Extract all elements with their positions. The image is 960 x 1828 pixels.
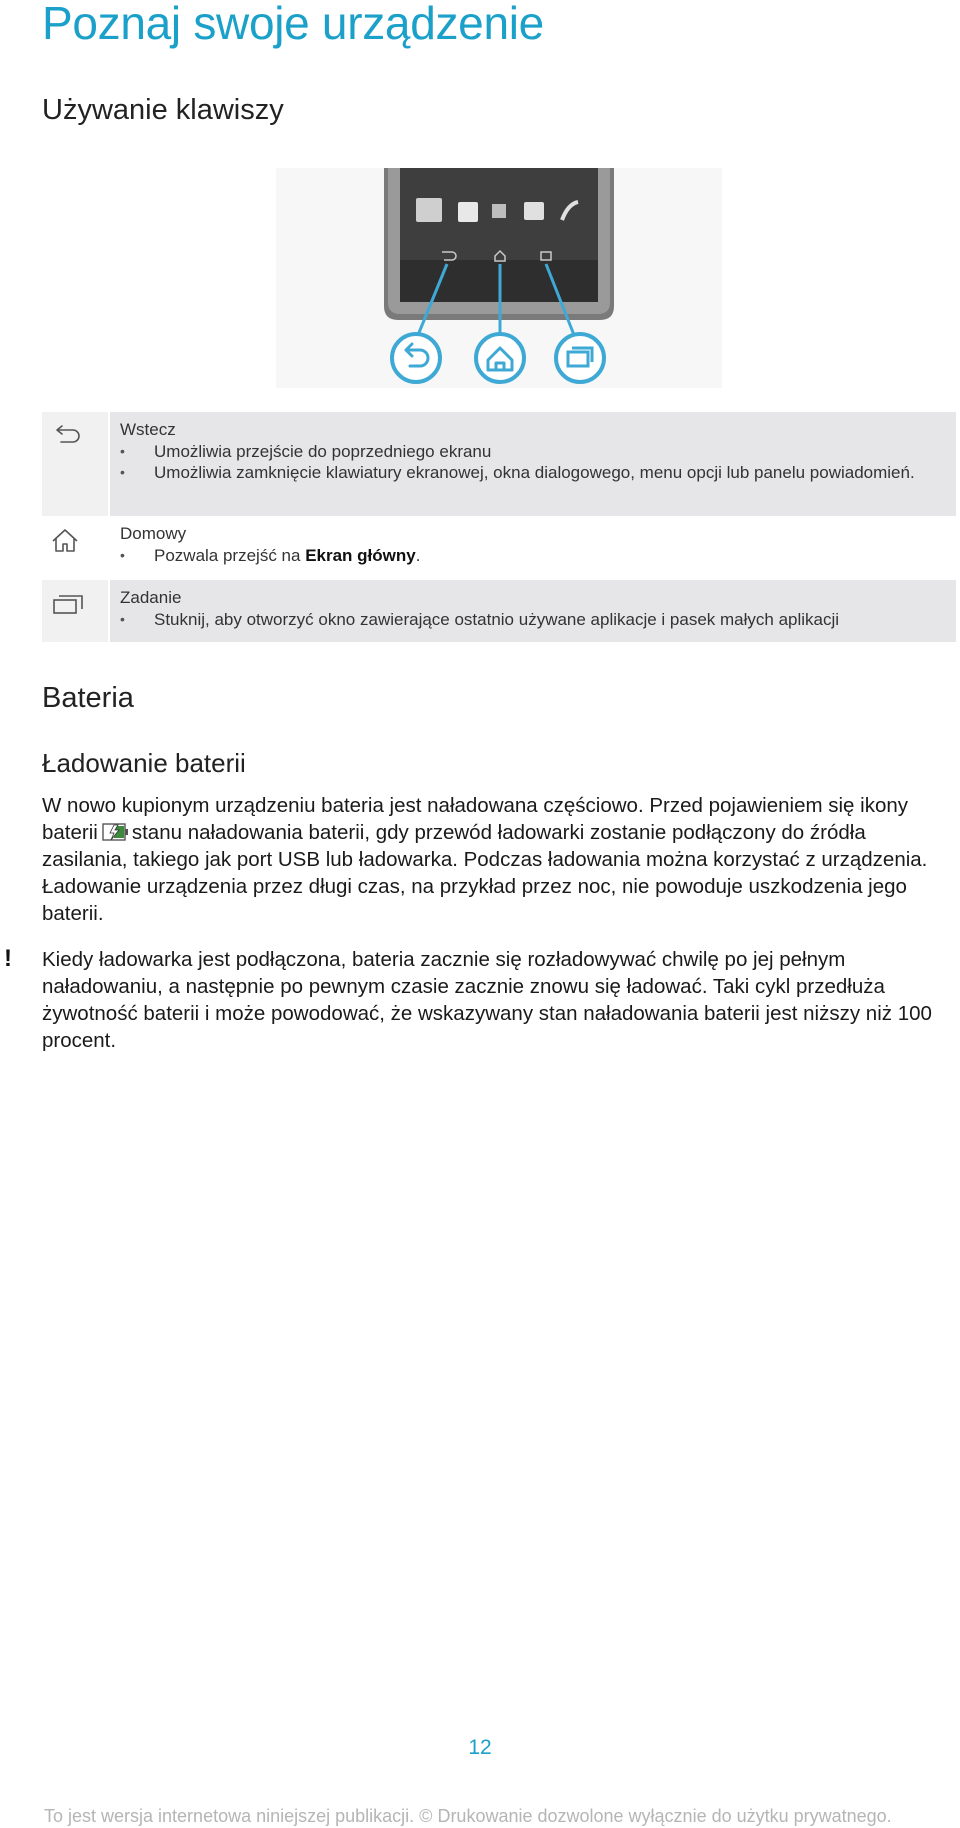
section-heading-keys: Używanie klawiszy bbox=[42, 94, 284, 126]
phone-keys-illustration bbox=[276, 168, 722, 388]
page-title: Poznaj swoje urządzenie bbox=[42, 0, 544, 49]
page-number: 12 bbox=[468, 1736, 492, 1759]
key-name-back: Wstecz bbox=[120, 420, 176, 439]
list-item: • Umożliwia zamknięcie klawiatury ekranowej, okna dialogowego, menu opcji lub panelu powiadomień. bbox=[120, 462, 946, 483]
key-row-home bbox=[42, 516, 956, 578]
charging-paragraph: W nowo kupionym urządzeniu bateria jest naładowana częściowo. Przed pojawieniem się ikony baterii stanu naładowania baterii, gdy przewód ładowarki zostanie podłączony do źródła zasilania, takiego jak port USB lub ładowarka. Podczas ładowania można korzystać z urządzenia. Ładowanie urządzenia przez długi czas, na przykład przez noc, nie powoduje uszkodzenia jego baterii. bbox=[42, 794, 928, 925]
warning-icon: ! bbox=[4, 945, 12, 972]
list-item: • Stuknij, aby otworzyć okno zawierające ostatnio używane aplikacje i pasek małych aplikacji bbox=[120, 609, 946, 630]
home-icon bbox=[50, 528, 80, 554]
list-item: • Pozwala przejść na Ekran główny. bbox=[120, 545, 946, 566]
back-icon bbox=[54, 424, 84, 446]
key-row-task bbox=[42, 580, 956, 642]
key-name-task: Zadanie bbox=[120, 588, 182, 607]
warning-paragraph: Kiedy ładowarka jest podłączona, bateria zacznie się rozładowywać chwilę po jej pełnym naładowaniu, a następnie po pewnym czasie zacznie znowu się ładować. Taki cykl przedłuża żywotność baterii i może powodować, że wskazywany stan naładowania baterii jest niższy niż 100 procent. bbox=[42, 948, 932, 1052]
recent-apps-icon bbox=[52, 592, 84, 616]
footer-notice: To jest wersja internetowa niniejszej publikacji. © Drukowanie dozwolone wyłącznie do użytku prywatnego. bbox=[44, 1806, 892, 1826]
section-heading-battery: Bateria bbox=[42, 682, 134, 714]
list-item: • Umożliwia przejście do poprzedniego ekranu bbox=[120, 441, 946, 462]
subheading-charging: Ładowanie baterii bbox=[42, 748, 246, 778]
battery-charging-icon bbox=[102, 822, 128, 842]
key-name-home: Domowy bbox=[120, 524, 187, 543]
ekran-glowny-term: Ekran główny bbox=[305, 546, 416, 565]
key-row-back bbox=[42, 412, 956, 516]
